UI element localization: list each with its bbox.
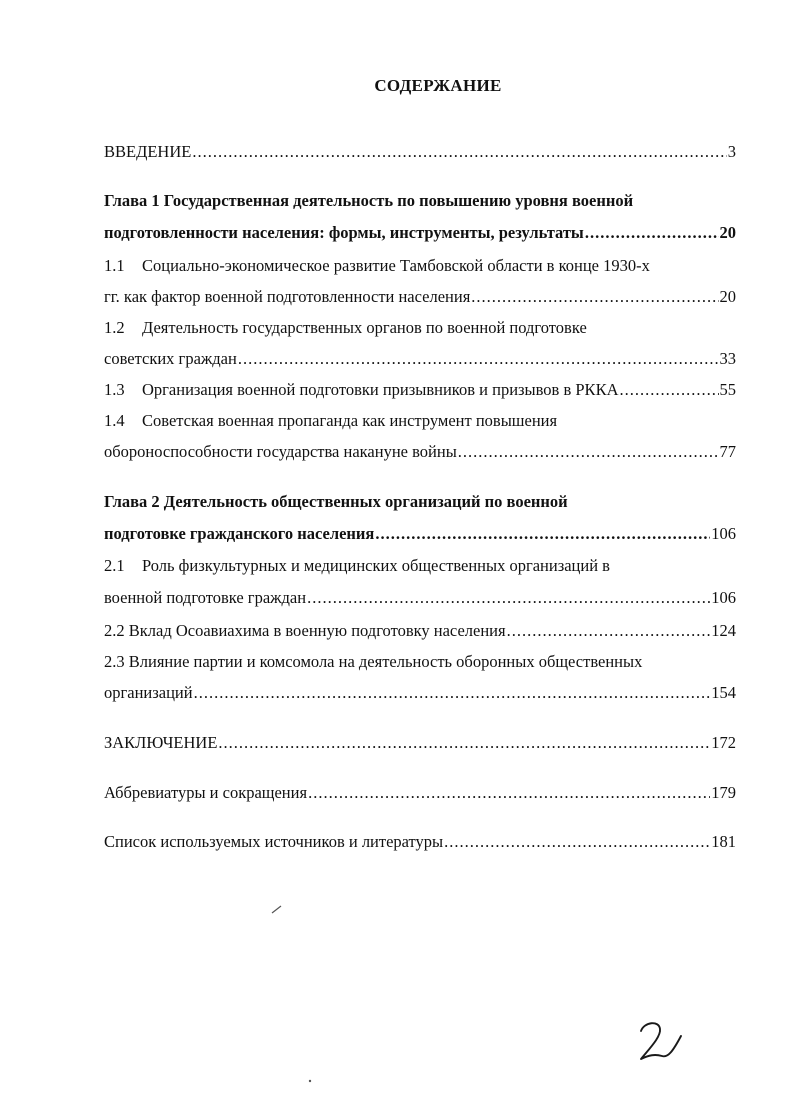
toc-section-2-3[interactable]: 2.3 Влияние партии и комсомола на деятельность оборонных общественных	[104, 652, 643, 671]
toc-chapter1-heading-cont[interactable]	[104, 221, 736, 245]
section-number: 1.2	[104, 318, 125, 337]
section-number: 1.1	[104, 256, 125, 275]
toc-entry-label: Роль физкультурных и медицинских общественных организаций в	[142, 556, 610, 575]
section-number: 1.3	[104, 380, 125, 399]
dot-leader	[620, 378, 719, 402]
dot-leader	[375, 522, 710, 546]
toc-section-1-1[interactable]	[104, 254, 736, 278]
toc-entry-label: гг. как фактор военной подготовленности населения	[104, 287, 471, 306]
toc-entry-label: Аббревиатуры и сокращения	[104, 783, 308, 802]
section-number: 2.1	[104, 556, 125, 575]
toc-page-number: 106	[711, 524, 736, 543]
toc-entry-intro[interactable]	[104, 140, 736, 164]
toc-page-number: 154	[711, 683, 736, 702]
dot-leader	[458, 440, 719, 464]
toc-section-2-2[interactable]	[104, 619, 736, 643]
dot-leader	[192, 140, 726, 164]
toc-entry-label: Социально-экономическое развитие Тамбовской области в конце 1930-х	[142, 256, 650, 275]
toc-entry-label: 2.2 Вклад Осоавиахима в военную подготовку населения	[104, 621, 506, 640]
toc-section-1-3[interactable]	[104, 378, 736, 402]
toc-chapter2-heading-cont[interactable]	[104, 522, 736, 546]
handwritten-page-number	[635, 1018, 685, 1066]
toc-entry-label: Список используемых источников и литературы	[104, 832, 444, 851]
dot-leader	[307, 586, 710, 610]
scan-mark	[270, 903, 284, 915]
dot-leader	[308, 781, 710, 805]
toc-entry-label: Деятельность государственных органов по военной подготовке	[142, 318, 587, 337]
toc-section-1-2-cont[interactable]	[104, 347, 736, 371]
toc-entry-conclusion[interactable]	[104, 731, 736, 755]
toc-entry-label: советских граждан	[104, 349, 237, 368]
dot-leader	[444, 830, 710, 854]
dot-leader	[507, 619, 711, 643]
toc-chapter2-heading[interactable]: Глава 2 Деятельность общественных организаций по военной	[104, 492, 568, 511]
toc-entry-label: Советская военная пропаганда как инструмент повышения	[142, 411, 558, 430]
toc-section-2-1[interactable]	[104, 554, 736, 578]
toc-section-1-1-cont[interactable]	[104, 285, 736, 309]
toc-page-number: 172	[711, 733, 736, 752]
dot-leader	[471, 285, 718, 309]
toc-entry-label: военной подготовке граждан	[104, 588, 307, 607]
toc-entry-label: организаций	[104, 683, 193, 702]
toc-page-number: 106	[711, 588, 736, 607]
toc-page-number: 33	[719, 349, 736, 368]
scan-dot	[306, 1078, 314, 1084]
toc-entry-label: подготовленности населения: формы, инструменты, результаты	[104, 223, 584, 242]
dot-leader	[194, 681, 711, 705]
dot-leader	[218, 731, 710, 755]
toc-entry-sources[interactable]	[104, 830, 736, 854]
toc-section-1-4-cont[interactable]	[104, 440, 736, 464]
toc-entry-abbreviations[interactable]	[104, 781, 736, 805]
toc-section-1-4[interactable]	[104, 409, 736, 433]
toc-section-2-3-cont[interactable]	[104, 681, 736, 705]
toc-page-number: 124	[711, 621, 736, 640]
toc-entry-label: ВВЕДЕНИЕ	[104, 142, 192, 161]
toc-page-number: 179	[711, 783, 736, 802]
toc-section-2-1-cont[interactable]	[104, 586, 736, 610]
toc-page-number: 20	[719, 223, 736, 242]
toc-entry-label: Организация военной подготовки призывников и призывов в РККА	[142, 380, 619, 399]
toc-page-number: 3	[727, 142, 736, 161]
toc-page-number: 181	[711, 832, 736, 851]
toc-entry-label: ЗАКЛЮЧЕНИЕ	[104, 733, 218, 752]
toc-chapter1-heading[interactable]: Глава 1 Государственная деятельность по повышению уровня военной	[104, 191, 634, 210]
toc-entry-label: подготовке гражданского населения	[104, 524, 375, 543]
toc-section-1-2[interactable]	[104, 316, 736, 340]
toc-page-number: 20	[719, 287, 736, 306]
toc-entry-label: обороноспособности государства накануне войны	[104, 442, 457, 461]
section-number: 1.4	[104, 411, 125, 430]
toc-page-number: 77	[719, 442, 736, 461]
dot-leader	[238, 347, 719, 371]
page-title: СОДЕРЖАНИЕ	[374, 76, 502, 95]
dot-leader	[585, 221, 719, 245]
toc-page-number: 55	[719, 380, 736, 399]
